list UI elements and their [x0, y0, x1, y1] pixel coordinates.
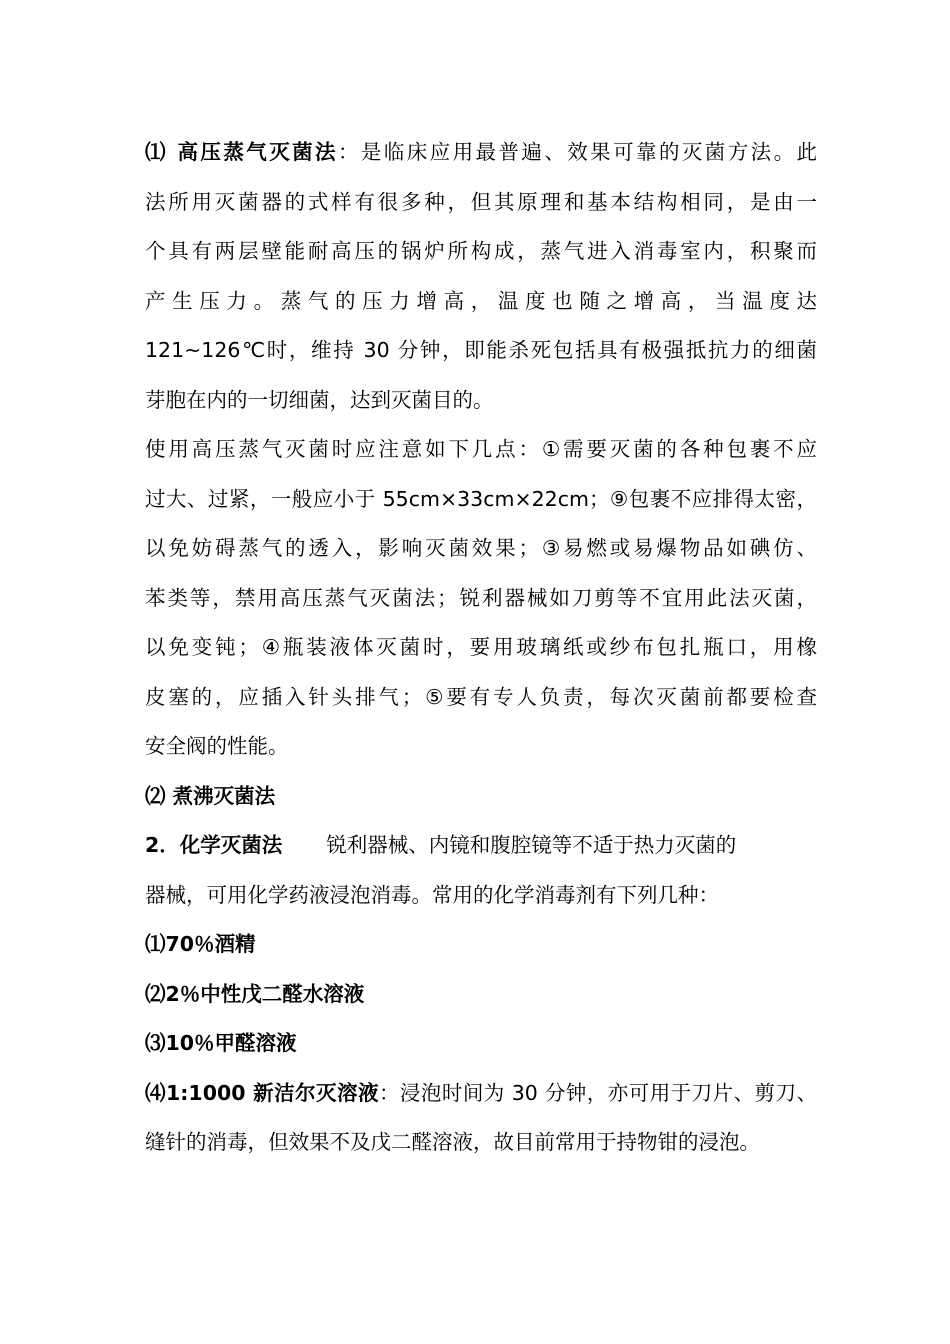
section-heading: ⑴ 高压蒸气灭菌法 [145, 140, 338, 164]
paragraph-text: 锐利器械、内镜和腹腔镜等不适于热力灭菌的 [326, 833, 737, 857]
paragraph-line [145, 821, 817, 871]
paragraph-line: 缝针的消毒，但效果不及戊二醛溶液，故目前常用于持物钳的浸泡。 [145, 1130, 760, 1154]
paragraph-line: 芽胞在内的一切细菌，达到灭菌目的。 [145, 387, 494, 412]
paragraph-line: 过大、过紧，一般应小于 55cm×33cm×22cm；⑨包裹不应排得太密， [145, 486, 817, 511]
section-heading: ⑵ 煮沸灭菌法 [145, 783, 276, 808]
paragraph-line: 以免变钝；④瓶装液体灭菌时，要用玻璃纸或纱布包扎瓶口，用橡 [145, 635, 817, 659]
paragraph-line: 121~126℃时，维持 30 分钟，即能杀死包括具有极强抵抗力的细菌 [145, 338, 817, 362]
paragraph-line: 使用高压蒸气灭菌时应注意如下几点：①需要灭菌的各种包裹不应 [145, 437, 817, 461]
paragraph-line: 以免妨碍蒸气的透入，影响灭菌效果；③易燃或易爆物品如碘仿、 [145, 536, 817, 560]
list-item-heading: ⑷1:1000 新洁尔灭溶液 [145, 1080, 379, 1105]
chapter-heading: 2．化学灭菌法 [145, 833, 283, 857]
paragraph-text: ：浸泡时间为 30 分钟，亦可用于刀片、剪刀、 [378, 1080, 817, 1105]
list-item: ⑶10％甲醛溶液 [145, 1031, 297, 1055]
paragraph-line [145, 1069, 817, 1119]
paragraph-text: ：是临床应用最普遍、效果可靠的灭菌方法。此 [337, 140, 818, 164]
paragraph-line: 个具有两层壁能耐高压的锅炉所构成，蒸气进入消毒室内，积聚而 [145, 239, 817, 263]
list-item: ⑵2％中性戊二醛水溶液 [145, 981, 365, 1006]
paragraph-line: 安全阀的性能。 [145, 734, 289, 758]
paragraph-line: 器械，可用化学药液浸泡消毒。常用的化学消毒剂有下列几种： [145, 882, 719, 907]
paragraph-line [145, 128, 817, 178]
paragraph-line: 产生压力。蒸气的压力增高，温度也随之增高，当温度达 [145, 288, 817, 313]
paragraph-line: 皮塞的，应插入针头排气；⑤要有专人负责，每次灭菌前都要检查 [145, 684, 817, 709]
document-page [145, 128, 817, 1168]
paragraph-line: 法所用灭菌器的式样有很多种，但其原理和基本结构相同，是由一 [145, 189, 817, 214]
list-item: ⑴70％酒精 [145, 932, 256, 956]
paragraph-line: 苯类等，禁用高压蒸气灭菌法；锐利器械如刀剪等不宜用此法灭菌， [145, 585, 817, 610]
